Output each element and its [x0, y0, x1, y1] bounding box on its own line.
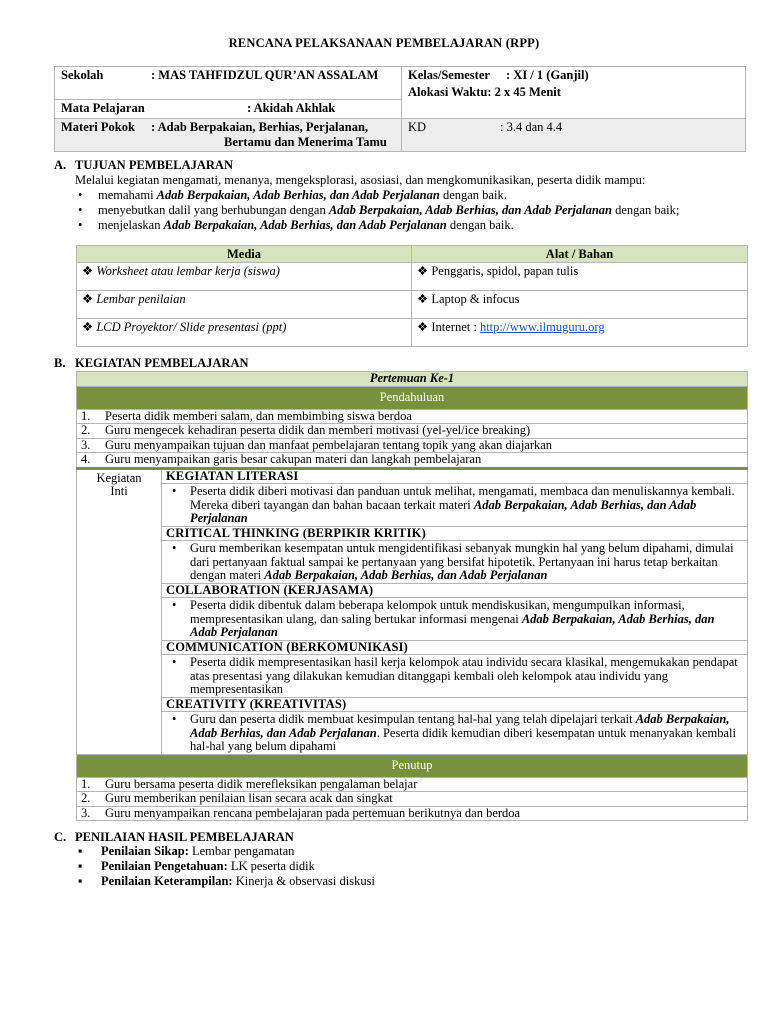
mapel-value: : Akidah Akhlak [247, 101, 336, 115]
bullet-icon: • [172, 598, 177, 612]
diamond-bullet-icon: ❖ [82, 320, 94, 334]
bullet-icon: • [172, 655, 177, 669]
table-row: ❖ Lembar penilaian ❖ Laptop & infocus [77, 291, 748, 319]
communication-heading: COMMUNICATION (BERKOMUNIKASI) [162, 640, 748, 655]
bullet-icon: • [78, 218, 83, 232]
media-header: Media [77, 246, 412, 263]
square-bullet-icon: ▪ [78, 844, 83, 858]
document-title: RENCANA PELAKSANAAN PEMBELAJARAN (RPP) [228, 36, 540, 50]
creativity-content: • Guru dan peserta didik membuat kesimpulan tentang hal-hal yang telah dipelajari terkait Adab Berpakaian, Adab Berhias, dan Adab Perjalanan. Peserta didik kemudian diberi kesempatan untuk menanyakan kembali hal-hal yang belum dipahami [162, 712, 748, 755]
creativity-heading: CREATIVITY (KREATIVITAS) [162, 697, 748, 712]
section-c-letter: C. [54, 830, 67, 844]
section-a-letter: A. [54, 158, 67, 172]
diamond-bullet-icon: ❖ [417, 320, 429, 334]
collaboration-heading: COLLABORATION (KERJASAMA) [162, 583, 748, 598]
tujuan-item: • menjelaskan Adab Berpakaian, Adab Berhias, dan Adab Perjalanan dengan baik. [78, 218, 514, 232]
kegiatan-inti-label: Kegiatan Inti [77, 468, 162, 754]
table-row: 3. Guru menyampaikan tujuan dan manfaat pembelajaran tentang topik yang akan diajarkan [77, 438, 748, 453]
critical-heading: CRITICAL THINKING (BERPIKIR KRITIK) [162, 526, 748, 541]
materi-cell [55, 119, 402, 152]
mapel-label: Mata Pelajaran [61, 101, 145, 115]
table-row: ❖ Worksheet atau lembar kerja (siswa) ❖ Penggaris, spidol, papan tulis [77, 263, 748, 291]
section-b-title: KEGIATAN PEMBELAJARAN [75, 356, 249, 370]
table-row: ❖ LCD Proyektor/ Slide presentasi (ppt) ❖ Internet : http://www.ilmuguru.org [77, 319, 748, 347]
square-bullet-icon: ▪ [78, 859, 83, 873]
bullet-icon: • [172, 712, 177, 726]
kd-label: KD [408, 120, 427, 134]
section-c-heading [54, 830, 294, 845]
diamond-bullet-icon: ❖ [417, 264, 429, 278]
kelas-cell [402, 67, 746, 119]
pendahuluan-header: Pendahuluan [77, 386, 748, 409]
alat-header: Alat / Bahan [412, 246, 748, 263]
section-b-heading [54, 356, 249, 371]
tujuan-item: • memahami Adab Berpakaian, Adab Berhias, dan Adab Perjalanan dengan baik. [78, 188, 507, 202]
kelas-label: Kelas/Semester [408, 68, 490, 82]
table-row: 1. Peserta didik memberi salam, dan membimbing siswa berdoa [77, 409, 748, 424]
penutup-header: Penutup [77, 754, 748, 777]
alokasi-value: : 2 x 45 Menit [487, 85, 561, 99]
tujuan-block [75, 173, 755, 233]
literasi-heading: KEGIATAN LITERASI [162, 468, 748, 484]
pertemuan-header: Pertemuan Ke-1 [77, 372, 748, 387]
alokasi-label: Alokasi Waktu [408, 85, 488, 99]
table-row: 2. Guru mengecek kehadiran peserta didik dan memberi motivasi (yel-yel/ice breaking) [77, 424, 748, 439]
table-row: 3. Guru menyampaikan rencana pembelajaran pada pertemuan berikutnya dan berdoa [77, 806, 748, 821]
list-item: ▪ Penilaian Sikap: Lembar pengamatan [75, 844, 375, 859]
tujuan-item: • menyebutkan dalil yang berhubungan dengan Adab Berpakaian, Adab Berhias, dan Adab Perjalanan dengan baik; [78, 203, 680, 217]
communication-content: • Peserta didik mempresentasikan hasil kerja kelompok atau individu secara klasikal, mengemukakan pendapat atas presentasi yang dilakukan kemudian ditanggapi kembali oleh kelompok atau individu yang mempresentasikan [162, 655, 748, 698]
sekolah-value: : MAS TAHFIDZUL QUR’AN ASSALAM [151, 68, 379, 82]
kelas-value: : XI / 1 (Ganjil) [506, 68, 589, 82]
penilaian-list [75, 844, 375, 889]
materi-label: Materi Pokok [61, 120, 135, 134]
diamond-bullet-icon: ❖ [82, 292, 94, 306]
table-row: 4. Guru menyampaikan garis besar cakupan materi dan langkah pembelajaran [77, 453, 748, 469]
kegiatan-table [76, 371, 748, 821]
list-item: ▪ Penilaian Pengetahuan: LK peserta didik [75, 859, 375, 874]
section-a-heading [54, 158, 233, 173]
section-c-title: PENILAIAN HASIL PEMBELAJARAN [75, 830, 294, 844]
bullet-icon: • [172, 484, 177, 498]
critical-content: • Guru memberikan kesempatan untuk mengidentifikasi sebanyak mungkin hal yang belum dipahami, dimulai dari pertanyaan faktual sampai ke pertanyaan yang bersifat hipotetik. Pertanyaan ini harus tetap berkaitan dengan materi Adab Berpakaian, Adab Berhias, dan Adab Perjalanan [162, 541, 748, 584]
identity-table [54, 66, 746, 152]
diamond-bullet-icon: ❖ [82, 264, 94, 278]
kd-value: : 3.4 dan 4.4 [500, 120, 563, 134]
mapel-cell [55, 100, 402, 119]
materi-value-line2: Bertamu dan Menerima Tamu [224, 135, 387, 149]
bullet-icon: • [78, 188, 83, 202]
sekolah-label: Sekolah [61, 68, 104, 82]
literasi-content: • Peserta didik diberi motivasi dan panduan untuk melihat, mengamati, membaca dan menuliskannya kembali. Mereka diberi tayangan dan bahan bacaan terkait materi Adab Berpakaian, Adab Berhias, dan Adab Perjalanan [162, 484, 748, 527]
square-bullet-icon: ▪ [78, 874, 83, 888]
tujuan-intro: Melalui kegiatan mengamati, menanya, mengeksplorasi, asosiasi, dan mengkomunikasikan, peserta didik mampu: [75, 173, 646, 187]
internet-link[interactable]: http://www.ilmuguru.org [479, 320, 605, 334]
table-row: 2. Guru memberikan penilaian lisan secara acak dan singkat [77, 792, 748, 807]
diamond-bullet-icon: ❖ [417, 292, 429, 306]
kd-cell [402, 119, 746, 152]
materi-value-line1: : Adab Berpakaian, Berhias, Perjalanan, [151, 120, 369, 134]
sekolah-cell [55, 67, 402, 100]
bullet-icon: • [78, 203, 83, 217]
section-a-title: TUJUAN PEMBELAJARAN [75, 158, 233, 172]
media-table [76, 245, 748, 347]
table-row: 1. Guru bersama peserta didik merefleksikan pengalaman belajar [77, 777, 748, 792]
section-b-letter: B. [54, 356, 66, 370]
collaboration-content: • Peserta didik dibentuk dalam beberapa kelompok untuk mendiskusikan, mengumpulkan informasi, mempresentasikan ulang, dan saling bertukar informasi mengenai Adab Berpakaian, Adab Berhias, dan Adab Perjalanan [162, 598, 748, 641]
list-item: ▪ Penilaian Keterampilan: Kinerja & observasi diskusi [75, 874, 375, 889]
bullet-icon: • [172, 541, 177, 555]
